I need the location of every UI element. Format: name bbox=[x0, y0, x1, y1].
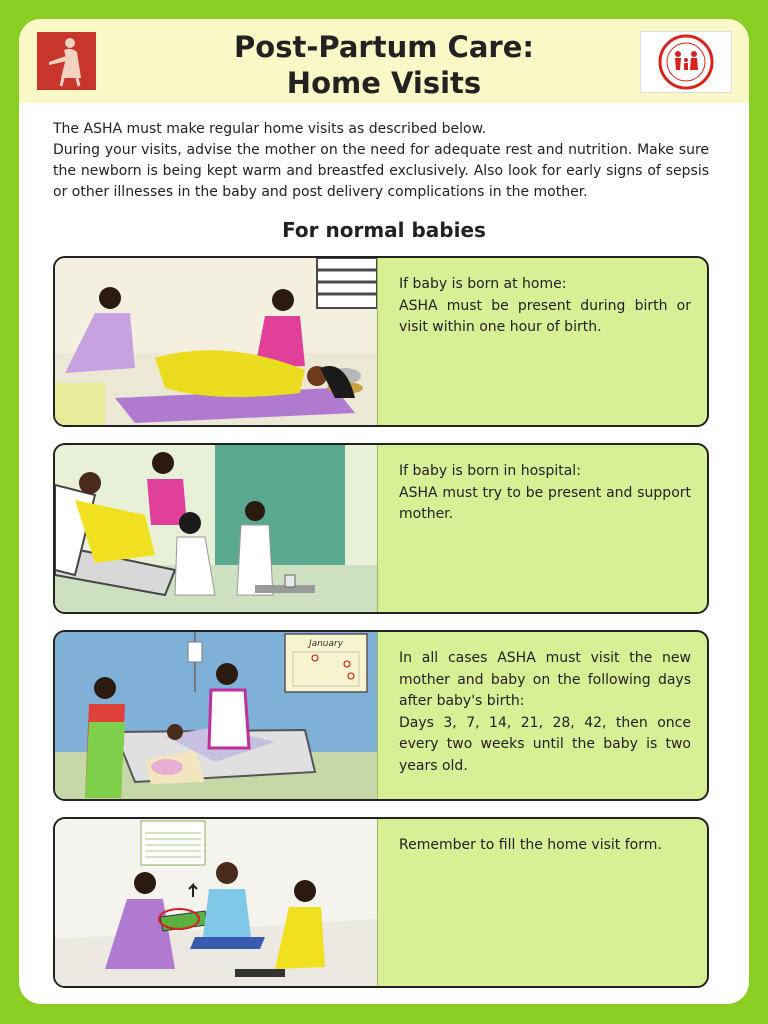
title-line-1: Post-Partum Care: bbox=[234, 30, 534, 64]
nrhm-logo bbox=[640, 31, 732, 93]
card-heading: If baby is born at home: bbox=[399, 276, 567, 292]
card-heading: Remember to fill the home visit form. bbox=[399, 837, 662, 853]
intro-line-2: During your visits, advise the mother on the need for adequate rest and nutrition. Make sure the newborn is being kept warm and breastfed exclusively. Also look for early signs of sepsis or other illnesses in the baby and post delivery complications in the mother. bbox=[53, 142, 709, 200]
card-home-birth bbox=[53, 256, 709, 427]
visit-schedule-illustration bbox=[55, 632, 378, 799]
card-text bbox=[399, 461, 691, 526]
poster bbox=[19, 19, 749, 1004]
intro-text bbox=[53, 119, 709, 203]
card-heading: If baby is born in hospital: bbox=[399, 463, 581, 479]
card-hospital-birth bbox=[53, 443, 709, 614]
header bbox=[19, 19, 749, 103]
card-text bbox=[399, 835, 691, 857]
calendar-month-label: January bbox=[308, 639, 344, 649]
section-title: For normal babies bbox=[282, 218, 486, 242]
card-body: Days 3, 7, 14, 21, 28, 42, then once every two weeks until the baby is two years old. bbox=[399, 714, 691, 774]
card-visit-form bbox=[53, 817, 709, 988]
page-title bbox=[169, 29, 599, 101]
card-visit-schedule bbox=[53, 630, 709, 801]
visit-form-illustration bbox=[55, 819, 378, 986]
card-text bbox=[399, 648, 691, 777]
title-line-2: Home Visits bbox=[286, 66, 482, 100]
hospital-birth-illustration bbox=[55, 445, 378, 612]
card-text bbox=[399, 274, 691, 339]
intro-line-1: The ASHA must make regular home visits as described below. bbox=[53, 121, 487, 137]
home-birth-illustration bbox=[55, 258, 378, 425]
card-body: ASHA must try to be present and support mother. bbox=[399, 484, 691, 522]
card-body: ASHA must be present during birth or visit within one hour of birth. bbox=[399, 297, 691, 335]
asha-logo bbox=[37, 32, 96, 90]
card-heading: In all cases ASHA must visit the new mother and baby on the following days after baby's birth: bbox=[399, 650, 691, 709]
